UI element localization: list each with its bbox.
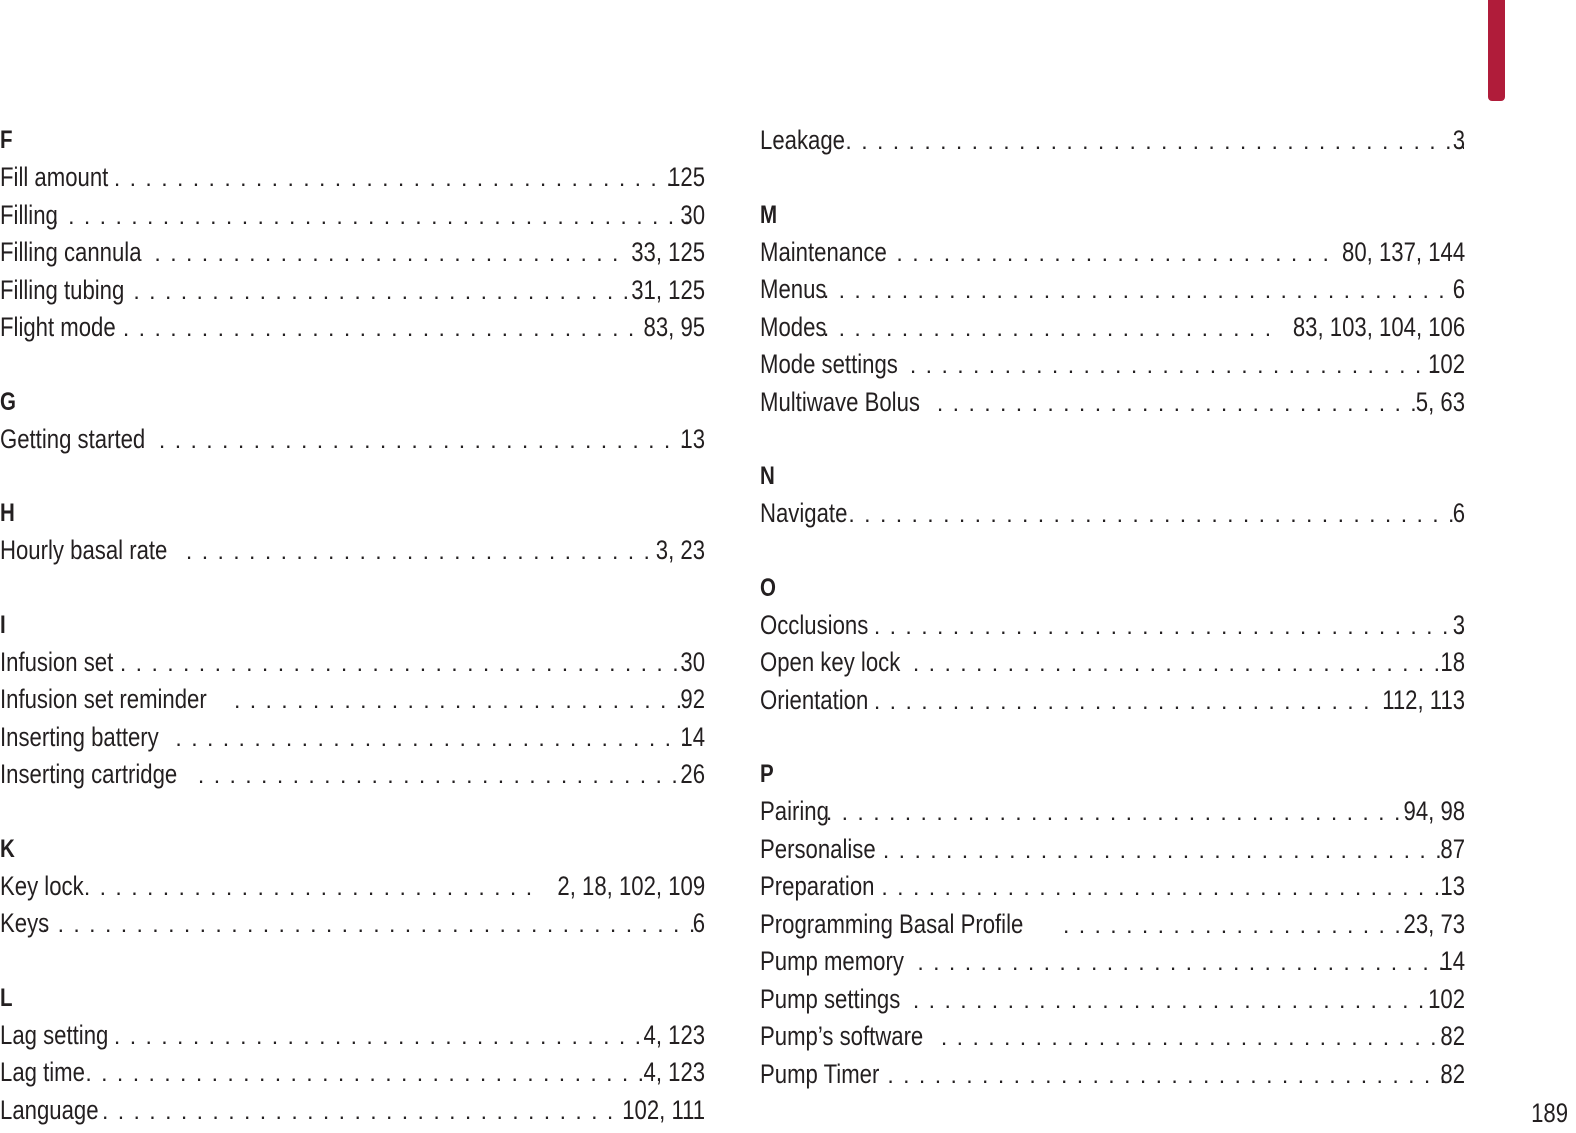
index-term: Pump memory <box>760 946 904 976</box>
dot-leader <box>110 645 689 682</box>
index-entry <box>0 905 705 943</box>
index-entry <box>0 197 705 235</box>
index-entry <box>760 607 1465 645</box>
dot-leader <box>42 198 689 235</box>
index-term: Filling cannula <box>0 237 142 267</box>
index-entry <box>0 1017 705 1055</box>
index-entry <box>760 906 1465 944</box>
index-entry <box>0 309 705 347</box>
index-term: Infusion set reminder <box>0 684 207 714</box>
section-letter-heading: L <box>0 983 13 1012</box>
index-term: Pump settings <box>760 983 901 1014</box>
index-entry <box>0 234 705 272</box>
index-page-refs: 83, 95 <box>643 312 705 342</box>
dot-leader <box>813 272 1464 309</box>
dot-leader <box>927 385 1419 422</box>
dot-leader <box>816 794 1404 831</box>
dot-leader <box>224 682 689 719</box>
section-letter-heading: H <box>0 499 15 527</box>
dot-leader <box>75 1055 644 1092</box>
index-entry <box>760 981 1465 1019</box>
dot-leader <box>149 422 689 459</box>
index-term: Lag time <box>0 1057 85 1087</box>
index-term: Mode settings <box>760 349 898 379</box>
section-letter-heading: P <box>760 760 774 788</box>
index-section <box>760 197 1465 422</box>
section-letter-heading: M <box>760 200 778 229</box>
index-page-refs: 112, 113 <box>1382 684 1465 715</box>
dot-leader <box>907 944 1449 981</box>
section-letter-heading: N <box>760 462 775 490</box>
index-page-refs: 82 <box>1440 1058 1465 1089</box>
index-page-refs: 2, 18, 102, 109 <box>557 870 705 901</box>
dot-leader <box>123 273 629 310</box>
index-section <box>0 384 705 459</box>
index-entry <box>0 868 705 906</box>
index-term: Flight mode <box>0 312 116 342</box>
index-entry <box>760 1018 1465 1056</box>
section-letter-heading: K <box>0 834 15 863</box>
dot-leader <box>104 160 674 197</box>
index-page-refs: 26 <box>680 759 705 789</box>
dot-leader <box>886 235 1329 272</box>
dot-leader <box>74 869 539 906</box>
index-page-refs: 87 <box>1440 833 1465 864</box>
index-section <box>0 122 705 347</box>
index-term: Getting started <box>0 423 146 454</box>
index-section <box>760 756 1465 1093</box>
index-entry <box>760 831 1465 869</box>
index-term: Preparation <box>760 871 875 901</box>
index-page-refs: 13 <box>1440 871 1465 901</box>
index-page-refs: 3 <box>1452 125 1465 155</box>
index-entry <box>760 234 1465 272</box>
dot-leader <box>144 235 629 272</box>
index-page-refs: 3 <box>1452 609 1465 640</box>
index-entry <box>0 272 705 310</box>
page-number: 189 <box>1531 1098 1568 1128</box>
index-entry <box>760 943 1465 981</box>
index-term: Personalise <box>760 833 876 864</box>
dot-leader <box>864 683 1378 720</box>
index-entry <box>760 346 1465 384</box>
index-entry <box>760 682 1465 720</box>
dot-leader <box>873 832 1449 869</box>
dot-leader <box>931 1019 1449 1056</box>
section-letter-heading: F <box>0 126 13 154</box>
index-page-refs: 102 <box>1428 349 1465 379</box>
index-term: Programming Basal Profile <box>760 908 1024 939</box>
index-entry <box>0 1054 705 1092</box>
index-term: Infusion set <box>0 646 114 677</box>
index-column-left <box>0 122 705 1129</box>
index-section <box>0 980 705 1130</box>
index-entry <box>760 868 1465 906</box>
index-page-refs: 92 <box>680 684 705 714</box>
index-term: Multiwave Bolus <box>760 386 920 417</box>
index-page-refs: 82 <box>1440 1021 1465 1051</box>
index-term: Orientation <box>760 684 869 715</box>
index-entry <box>760 793 1465 831</box>
dot-leader <box>900 347 1434 384</box>
index-page-refs: 33, 125 <box>631 237 705 267</box>
dot-leader <box>838 496 1464 533</box>
index-entry <box>760 122 1465 160</box>
dot-leader <box>92 1093 618 1130</box>
index-term: Hourly basal rate <box>0 535 168 565</box>
index-entry <box>0 756 705 794</box>
index-page-refs: 30 <box>680 199 705 230</box>
index-column-right <box>760 122 1465 1093</box>
index-section <box>0 495 705 570</box>
index-page-refs: 3, 23 <box>655 535 705 565</box>
index-section <box>760 458 1465 533</box>
index-section <box>760 570 1465 720</box>
index-entry <box>760 1056 1465 1094</box>
index-term: Lag setting <box>0 1019 109 1050</box>
index-term: Fill amount <box>0 162 109 192</box>
index-page-refs: 23, 73 <box>1403 908 1465 939</box>
index-term: Inserting cartridge <box>0 759 178 789</box>
index-term: Pairing <box>760 796 829 826</box>
index-entry <box>760 495 1465 533</box>
index-entry <box>0 1092 705 1130</box>
section-letter-heading: O <box>760 573 776 602</box>
index-section <box>0 831 705 943</box>
dot-leader <box>104 1018 644 1055</box>
index-page-refs: 125 <box>668 162 705 192</box>
index-page-refs: 14 <box>680 721 705 752</box>
index-term: Maintenance <box>760 236 887 267</box>
chapter-tab-marker <box>1488 0 1505 101</box>
index-entry <box>0 644 705 682</box>
index-page-refs: 4, 123 <box>643 1057 705 1087</box>
section-letter-heading: G <box>0 387 16 416</box>
dot-leader <box>864 608 1464 645</box>
dot-leader <box>877 1057 1449 1094</box>
dot-leader <box>903 645 1449 682</box>
index-entry <box>0 159 705 197</box>
index-term: Inserting battery <box>0 721 159 752</box>
index-entry <box>0 681 705 719</box>
dot-leader <box>813 310 1269 347</box>
index-page-refs: 4, 123 <box>643 1019 705 1050</box>
index-page-refs: 6 <box>692 908 705 938</box>
index-term: Leakage <box>760 125 845 155</box>
dot-leader <box>871 869 1449 906</box>
index-page-refs: 83, 103, 104, 106 <box>1292 311 1465 342</box>
index-term: Language <box>0 1094 99 1125</box>
index-page-refs: 31, 125 <box>631 274 705 305</box>
index-term: Key lock <box>0 870 84 901</box>
index-term: Navigate <box>760 498 848 528</box>
index-term: Pump’s software <box>760 1021 924 1051</box>
index-term: Open key lock <box>760 647 901 677</box>
dot-leader <box>835 123 1464 160</box>
index-page-refs: 6 <box>1452 274 1465 304</box>
index-term: Filling tubing <box>0 274 125 305</box>
index-page-refs: 102, 111 <box>622 1094 705 1125</box>
index-section <box>0 607 705 794</box>
index-term: Modes <box>760 311 827 342</box>
index-term: Occlusions <box>760 609 869 640</box>
index-entry <box>760 271 1465 309</box>
index-page-refs: 14 <box>1440 946 1465 976</box>
dot-leader <box>165 720 689 757</box>
dot-leader <box>113 310 644 347</box>
index-page-refs: 6 <box>1452 498 1465 528</box>
dot-leader <box>32 906 704 943</box>
index-page-refs: 94, 98 <box>1403 796 1465 826</box>
index-entry <box>0 532 705 570</box>
index-page-refs: 13 <box>680 423 705 454</box>
index-entry <box>0 719 705 757</box>
dot-leader <box>1053 907 1404 944</box>
index-section <box>760 122 1465 160</box>
index-page-refs: 102 <box>1428 983 1465 1014</box>
index-entry <box>760 309 1465 347</box>
index-page-refs: 30 <box>680 646 705 677</box>
index-page-refs: 80, 137, 144 <box>1341 236 1465 267</box>
dot-leader <box>176 533 659 570</box>
index-entry <box>760 644 1465 682</box>
index-entry <box>0 421 705 459</box>
section-letter-heading: I <box>0 610 6 639</box>
index-term: Keys <box>0 908 50 938</box>
index-page-refs: 18 <box>1440 647 1465 677</box>
dot-leader <box>188 757 689 794</box>
index-entry <box>760 384 1465 422</box>
index-term: Filling <box>0 199 58 230</box>
dot-leader <box>903 982 1434 1019</box>
index-term: Pump Timer <box>760 1058 880 1089</box>
index-page-refs: 5, 63 <box>1415 386 1465 417</box>
index-term: Menus <box>760 274 827 304</box>
